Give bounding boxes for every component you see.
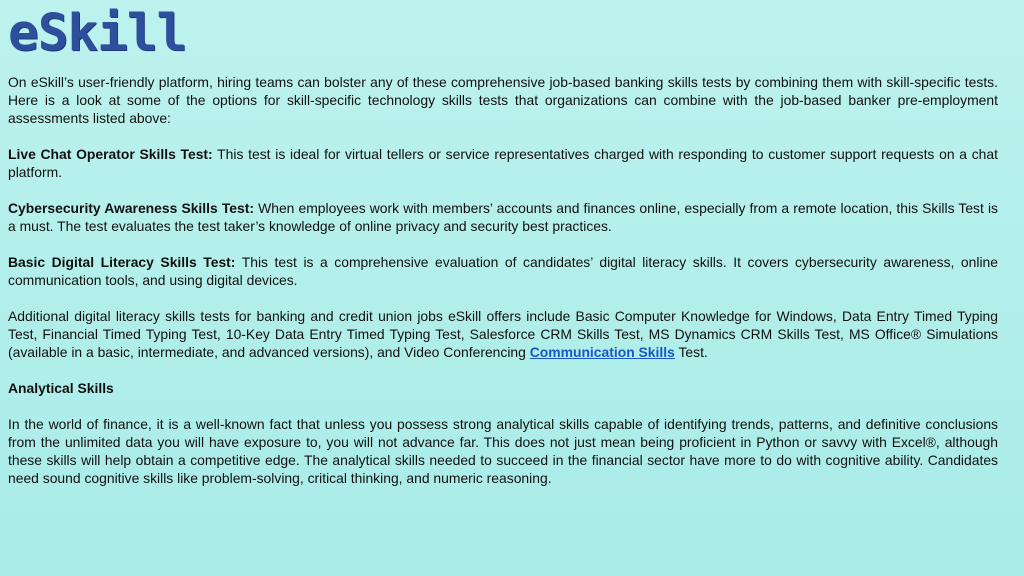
live-chat-title: Live Chat Operator Skills Test: [8, 146, 213, 162]
analytical-skills-heading: Analytical Skills [8, 380, 114, 396]
live-chat-body: This test is ideal for virtual tellers or service representatives charged with responding to customer support requests on a chat platform. [8, 146, 998, 180]
cybersecurity-paragraph [8, 199, 998, 235]
eskill-logo: eSkill [8, 4, 187, 63]
cybersecurity-title: Cybersecurity Awareness Skills Test: [8, 200, 254, 216]
analytical-skills-paragraph: In the world of finance, it is a well-known fact that unless you possess strong analytical skills capable of identifying trends, patterns, and definitive conclusions from the unlimited data you will have exposure to, you will not advance far. This does not just mean being proficient in Python or savvy with Excel®, although these skills will help obtain a competitive edge. The analytical skills needed to succeed in the financial sector have more to do with cognitive ability. Candidates need sound cognitive skills like problem-solving, critical thinking, and numeric reasoning. [8, 416, 998, 486]
digital-literacy-body: This test is a comprehensive evaluation of candidates’ digital literacy skills. It covers cybersecurity awareness, online communication tools, and using digital devices. [8, 254, 998, 288]
digital-literacy-title: Basic Digital Literacy Skills Test: [8, 254, 236, 270]
live-chat-paragraph [8, 145, 998, 181]
cybersecurity-body: When employees work with members’ accounts and finances online, especially from a remote location, this Skills Test is a must. The test evaluates the test taker’s knowledge of online privacy and security best practices. [8, 200, 998, 234]
intro-paragraph: On eSkill’s user-friendly platform, hiring teams can bolster any of these comprehensive job-based banking skills tests by combining them with skill-specific tests. Here is a look at some of the options for skill-specific technology skills tests that organizations can combine with the job-based banker pre-employment assessments listed above: [8, 74, 998, 126]
additional-tests-body: Additional digital literacy skills tests for banking and credit union jobs eSkill offers include Basic Computer Knowledge for Windows, Data Entry Timed Typing Test, Financial Timed Typing Test, 10-Key Data Entry Timed Typing Test, Salesforce CRM Skills Test, MS Dynamics CRM Skills Test, MS Office® Simulations (available in a basic, intermediate, and advanced versions), and Video Conferencing [8, 308, 998, 360]
additional-tests-tail: Test. [674, 344, 708, 360]
main-content [8, 73, 998, 505]
communication-skills-link[interactable]: Communication Skills [529, 344, 675, 360]
additional-tests-paragraph [8, 307, 998, 361]
digital-literacy-paragraph [8, 253, 998, 289]
